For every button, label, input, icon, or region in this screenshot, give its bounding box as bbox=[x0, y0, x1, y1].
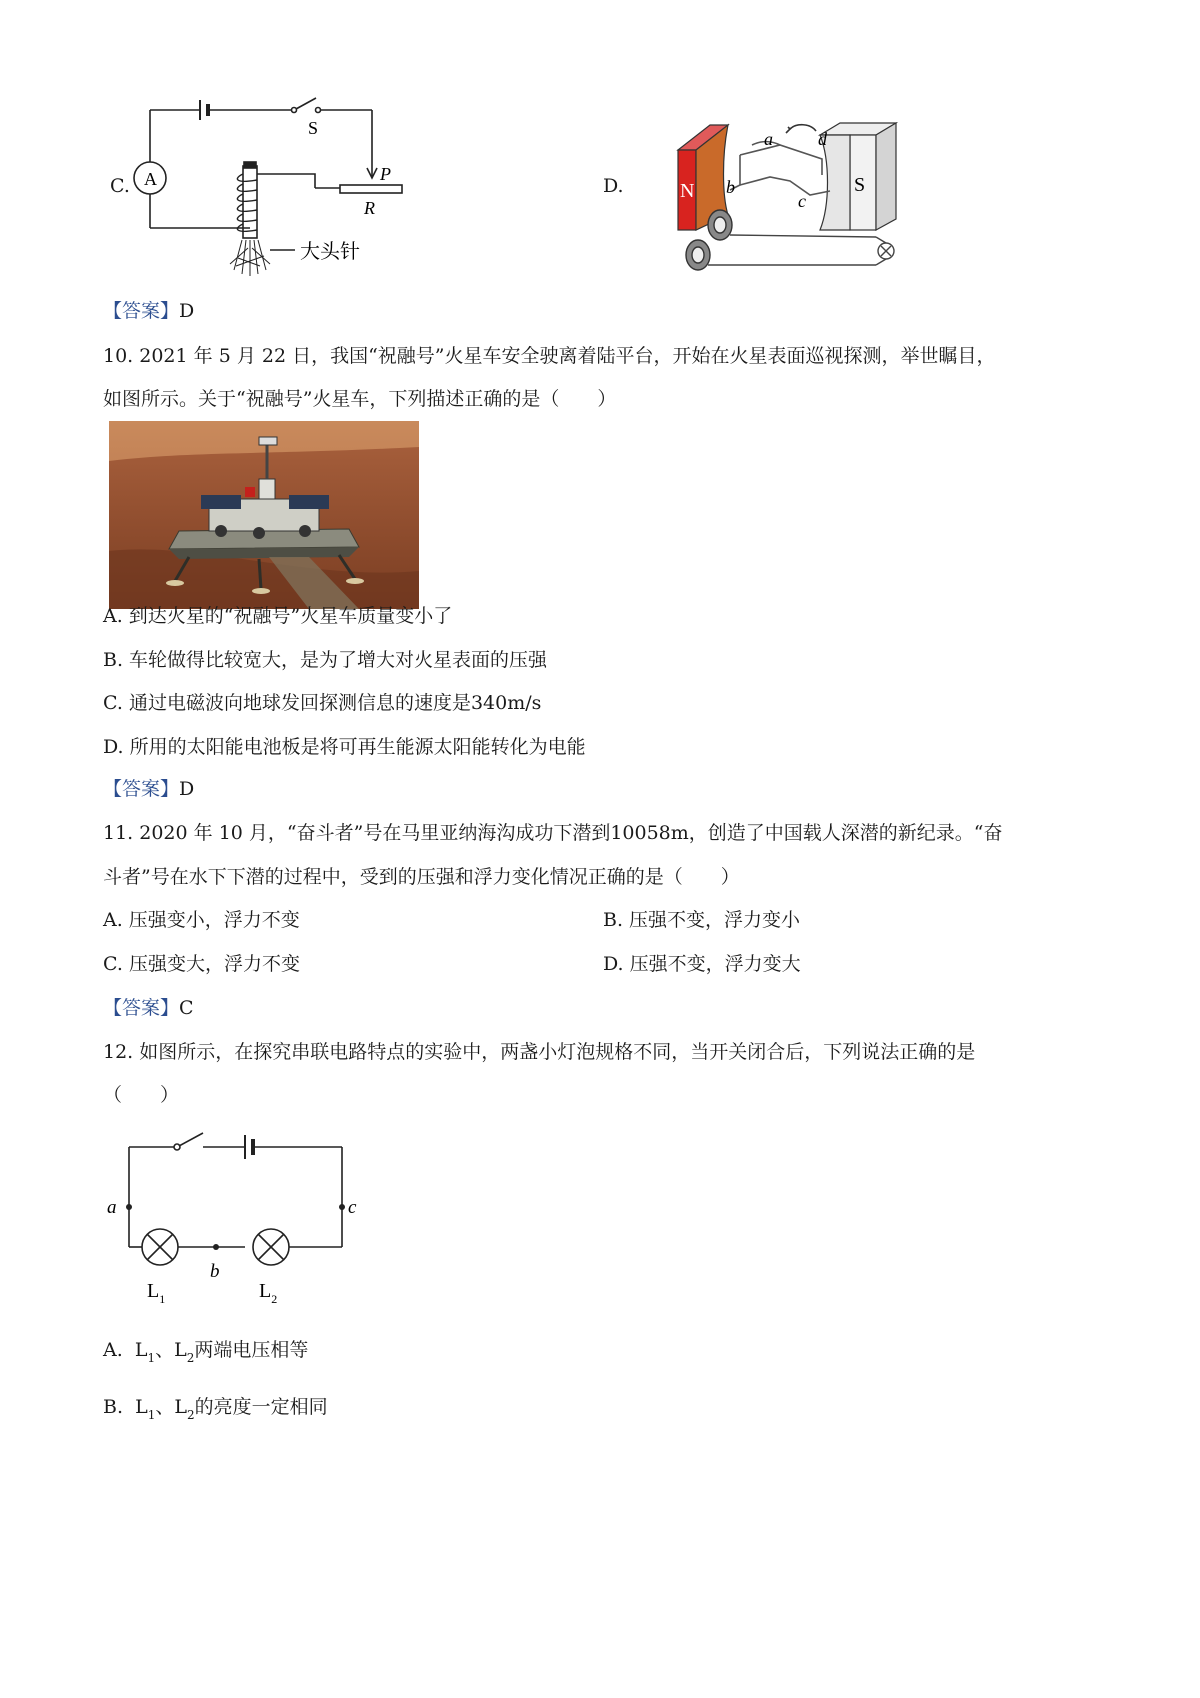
q10-stem-line1: 10. 2021 年 5 月 22 日，我国“祝融号”火星车安全驶离着陆平台，开始在火星表面巡视探测，举世瞩目， bbox=[103, 345, 996, 367]
south-label: S bbox=[854, 174, 866, 196]
lamp-l2-label: $L_2$ bbox=[259, 1280, 278, 1306]
answer-value: D bbox=[179, 300, 195, 322]
point-a-label: a bbox=[107, 1197, 117, 1218]
ammeter-label: A bbox=[144, 169, 157, 189]
q12-option-a: A. $L_1$、$L_2$两端电压相等 bbox=[103, 1339, 309, 1365]
lamp-l1-label: $L_1$ bbox=[147, 1280, 166, 1306]
q10-option-d: D. 所用的太阳能电池板是将可再生能源太阳能转化为电能 bbox=[103, 736, 586, 758]
mars-rover-photo bbox=[109, 421, 419, 609]
q10-option-a: A. 到达火星的“祝融号”火星车质量变小了 bbox=[103, 605, 453, 627]
q11-option-c: C. 压强变大，浮力不变 bbox=[103, 953, 300, 975]
q12-stem-line1: 12. 如图所示，在探究串联电路特点的实验中，两盏小灯泡规格不同，当开关闭合后，下列说法正确的是 bbox=[103, 1041, 976, 1063]
q11-option-d: D. 压强不变，浮力变大 bbox=[603, 953, 801, 975]
q10-option-c: C. 通过电磁波向地球发回探测信息的速度是340m/s bbox=[103, 692, 542, 714]
answer-value: D bbox=[179, 778, 195, 800]
point-b-label: b bbox=[210, 1261, 220, 1282]
answer-value: C bbox=[179, 997, 194, 1019]
slider-label: P bbox=[380, 164, 391, 184]
series-circuit-figure bbox=[105, 1125, 365, 1330]
north-label: N bbox=[680, 180, 695, 202]
q10-option-b: B. 车轮做得比较宽大，是为了增大对火星表面的压强 bbox=[103, 649, 548, 671]
point-b-label: b bbox=[726, 177, 735, 197]
q10-answer bbox=[103, 776, 194, 802]
q11-answer bbox=[103, 995, 194, 1021]
q9-answer bbox=[103, 298, 194, 324]
answer-tag: 【答案】 bbox=[103, 300, 180, 322]
pins-label: 大头针 bbox=[300, 241, 360, 263]
answer-tag: 【答案】 bbox=[103, 778, 180, 800]
q12-stem-line2: （ ） bbox=[103, 1084, 180, 1106]
option-c-label: C. bbox=[110, 175, 130, 197]
q11-option-b: B. 压强不变，浮力变小 bbox=[603, 909, 801, 931]
option-d-label: D. bbox=[603, 175, 624, 197]
q10-stem-line2: 如图所示。关于“祝融号”火星车，下列描述正确的是（ ） bbox=[103, 388, 617, 410]
point-c-label: c bbox=[798, 191, 806, 211]
q12-option-b: B. $L_1$、$L_2$的亮度一定相同 bbox=[103, 1396, 328, 1422]
answer-tag: 【答案】 bbox=[103, 997, 180, 1019]
generator-figure bbox=[670, 115, 915, 295]
q11-option-a: A. 压强变小，浮力不变 bbox=[103, 909, 300, 931]
point-d-label: d bbox=[818, 129, 827, 149]
rheostat-label: R bbox=[364, 198, 375, 218]
q11-stem-line1: 11. 2020 年 10 月，“奋斗者”号在马里亚纳海沟成功下潜到10058m，创造了中国载人深潜的新纪录。“奋 bbox=[103, 822, 1003, 844]
q11-stem-line2: 斗者”号在水下下潜的过程中，受到的压强和浮力变化情况正确的是（ ） bbox=[103, 866, 740, 888]
electromagnet-circuit-figure bbox=[130, 88, 430, 288]
point-a-label: a bbox=[764, 129, 773, 149]
switch-label: S bbox=[308, 118, 319, 138]
point-c-label: c bbox=[348, 1197, 357, 1218]
